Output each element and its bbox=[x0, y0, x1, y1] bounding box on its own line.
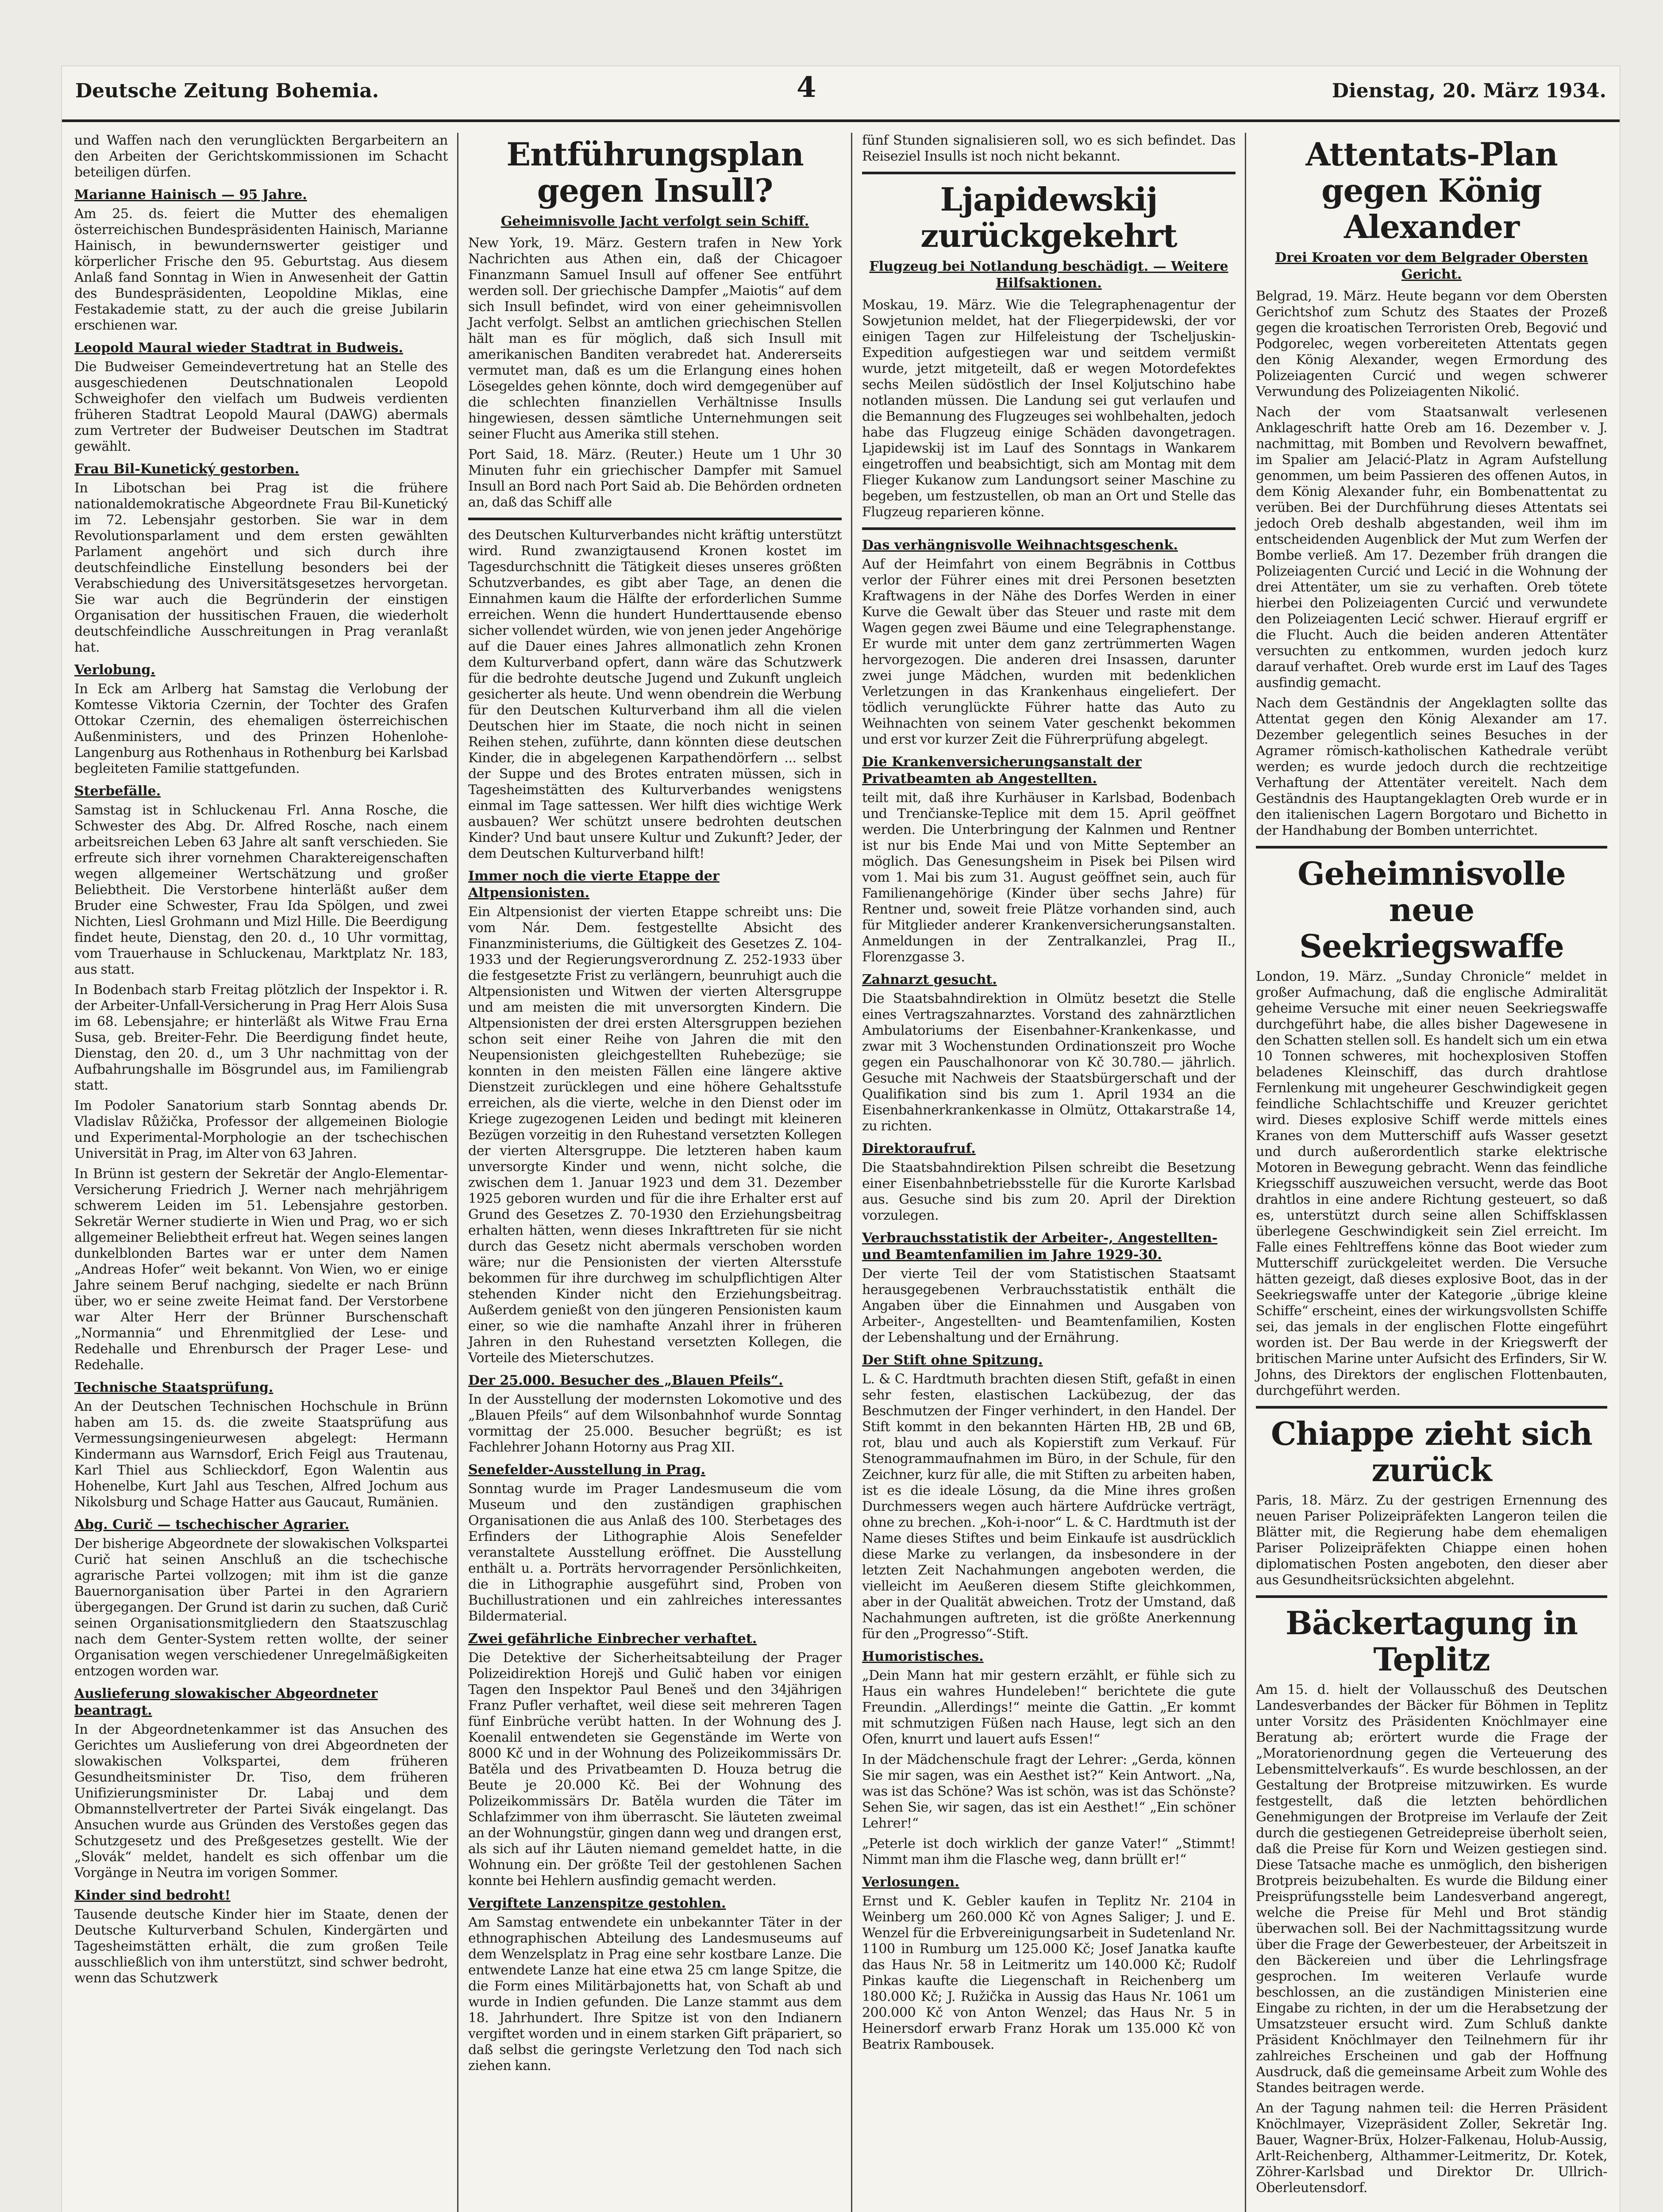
article-paragraph: London, 19. März. „Sunday Chronicle“ meldet in großer Aufmachung, daß die englische Admiralität geheime Versuche mit einer neuen Seekriegswaffe durchgeführt habe, die alles bisher Dagewesene in den Schatten stellen soll. Es handelt sich um ein etwa 10 Tonnen schweres, mit hochexplosiven Stoffen beladenes Kleinschiff, das durch drahtlose Fernlenkung mit ungeheurer Geschwindigkeit gegen feindliche Schlachtschiffe und Kreuzer gerichtet wird. Dieses explosive Schiff werde mittels eines Kranes von dem Mutterschiff aufs Wasser gesetzt und durch außerordentlich starke elektrische Motoren in Bewegung gebracht. Wenn das feindliche Kriegsschiff auszuweichen versucht, werde das Boot drahtlos in eine andere Richtung gesteuert, so daß es, unterstützt durch seine allen Schiffsklassen überlegene Geschwindigkeit sein Ziel erreicht. Im Falle eines Fehltreffens könne das Boot wieder zum Mutterschiff zurückgeleitet werden. Die Versuche hätten gezeigt, daß dieses explosive Boot, das in der Seekriegswaffe unter der Kategorie „übrige kleine Schiffe“ erscheint, eines der wirkungsvollsten Schiffe sei, das jemals in der englischen Flotte eingeführt worden ist. Der Bau werde in der Kriegswerft der britischen Marine unter Aufsicht des Erfinders, Sir W. Johns, des Direktors der englischen Flottenbauten, durchgeführt werden. bbox=[1256, 969, 1607, 1398]
article-paragraph: Die Staatsbahndirektion Pilsen schreibt die Besetzung einer Eisenbahnbetriebsstelle für die Kurorte Karlsbad aus. Gesuche sind bis zum 20. April der Direktion vorzulegen. bbox=[862, 1160, 1236, 1223]
article-headline: Attentats-Plan gegen König Alexander bbox=[1305, 135, 1558, 246]
article-subheading: Direktoraufruf. bbox=[862, 1141, 976, 1156]
issue-date: Dienstag, 20. März 1934. bbox=[1332, 80, 1606, 102]
article-paragraph: New York, 19. März. Gestern trafen in New York Nachrichten aus Athen ein, daß der Chicagoer Finanzmann Samuel Insull auf offener See entführt werden soll. Der griechische Dampfer „Maiotis“ auf dem sich Insull befindet, wird von einer geheimnisvollen Jacht verfolgt. Selbst an amtlichen griechischen Stellen hält man es für möglich, daß sich Insull mit amerikanischen Banditen verabredet hat. Andererseits vermutet man, daß es um die Erlangung eines hohen Lösegeldes gehen könnte, doch wird demgegenüber auf die schlechten finanziellen Verhältnisse Insulls hingewiesen, dessen sämtliche Unternehmungen seit seiner Flucht aus Amerika still stehen. bbox=[468, 235, 842, 442]
section-divider bbox=[1256, 1406, 1607, 1409]
article-subheading: Zwei gefährliche Einbrecher verhaftet. bbox=[468, 1631, 757, 1647]
column-3 bbox=[854, 133, 1243, 2212]
article-headline: Entführungsplan gegen Insull? bbox=[506, 135, 804, 209]
article-subheading: Auslieferung slowakischer Abgeordneter beantragt. bbox=[74, 1686, 378, 1718]
article-paragraph: In der Ausstellung der modernsten Lokomotive und des „Blauen Pfeils“ auf dem Wilsonbahnhof wurde Sonntag vormittag der 25.000. Besucher begrüßt; es ist Fachlehrer Johann Hotorny aus Prag XII. bbox=[468, 1392, 842, 1455]
article-paragraph: L. & C. Hardtmuth brachten diesen Stift, gefaßt in einen sehr festen, elastischen Lackübezug, der das Beschmutzen der Finger verhindert, in den Handel. Der Stift kommt in den bekannten Härten HB, 2B und 6B, rot, blau und auch als Kopierstift zum Verkauf. Für Stenogrammaufnahmen im Büro, in der Schule, für den Zeichner, kurz für alle, die mit Stiften zu arbeiten haben, ist es die ideale Lösung, da die Mine ihres großen Durchmessers wegen auch härtere Aufdrücke verträgt, ohne zu brechen. „Koh-i-noor“ L. & C. Hardtmuth ist der Name dieses Stiftes und beim Einkaufe ist ausdrücklich diese Marke zu verlangen, da insbesondere in der letzten Zeit Nachahmungen angeboten werden, die vielleicht im Aeußeren diesem Stifte gleichkommen, aber in der Qualität abweichen. Trotz der Umstand, daß Nachahmungen auftreten, ist die größte Anerkennung für den „Progresso“-Stift. bbox=[862, 1371, 1236, 1642]
column-4 bbox=[1248, 133, 1615, 2212]
article-subheading: Marianne Hainisch — 95 Jahre. bbox=[74, 187, 307, 203]
column-rule bbox=[457, 133, 458, 2212]
article-headline: Ljapidewskij zurückgekehrt bbox=[920, 180, 1177, 254]
article-paragraph: Ernst und K. Gebler kaufen in Teplitz Nr. 2104 in Weinberg um 260.000 Kč von Agnes Saliger; J. und E. Wenzel für die Erbvereinigungsarbeit in Sudetenland Nr. 1100 in Rumburg um 125.000 Kč; Josef Janatka kaufte das Haus Nr. 58 in Leitmeritz um 140.000 Kč; Rudolf Pinkas kaufte die Liegenschaft in Reichenberg um 180.000 Kč; J. Ružička in Aussig das Haus Nr. 1061 um 200.000 Kč von Anton Wenzel; das Haus Nr. 5 in Heinersdorf erwarb Franz Horak um 135.000 Kč von Beatrix Rambousek. bbox=[862, 1893, 1236, 2052]
article-subheading: Frau Bil-Kunetický gestorben. bbox=[74, 461, 300, 477]
article-subheading: Abg. Curič — tschechischer Agrarier. bbox=[74, 1517, 350, 1532]
article-paragraph: Tausende deutsche Kinder hier im Staate, denen der Deutsche Kulturverband Schulen, Kindergärten und Tagesheimstätten erhält, die zum großen Teile ausschließlich von ihm unterstützt, sind schwer bedroht, wenn das Schutzwerk bbox=[74, 1907, 448, 1986]
article-paragraph: In der Abgeordnetenkammer ist das Ansuchen des Gerichtes um Auslieferung von drei Abgeordneten der slowakischen Volkspartei, dem früheren Gesundheitsminister Dr. Tiso, dem früheren Unifizierungsminister Dr. Labaj und dem Obmannstellvertreter der Partei Sivák eingelangt. Das Ansuchen wurde aus Gründen des Verstoßes gegen das Schutzgesetz und des Preßgesetzes gestellt. Wie der „Slovák“ meldet, handelt es sich offenbar um die Vorgänge in Neutra im vorigen Sommer. bbox=[74, 1722, 448, 1881]
column-rule bbox=[851, 133, 852, 2212]
section-divider bbox=[862, 527, 1236, 530]
article-subheading: Das verhängnisvolle Weihnachtsgeschenk. bbox=[862, 538, 1178, 553]
article-paragraph: Im Podoler Sanatorium starb Sonntag abends Dr. Vladislav Růžička, Professor der allgemeinen Biologie und Experimental-Morphologie an der tschechischen Universität in Prag, im Alter von 63 Jahren. bbox=[74, 1098, 448, 1161]
article-paragraph: In der Mädchenschule fragt der Lehrer: „Gerda, können Sie mir sagen, was ein Aesthet ist?“ Kein Antwort. „Na, was ist das Schöne? Was ist schön, was ist das Schönste? Sehen Sie, wir sagen, das ist ein Aesthet!“ „Ein schöner Lehrer!“ bbox=[862, 1752, 1236, 1831]
article-deck: Drei Kroaten vor dem Belgrader Obersten Gericht. bbox=[1275, 250, 1588, 282]
article-subheading: Der 25.000. Besucher des „Blauen Pfeils“. bbox=[468, 1373, 783, 1388]
article-deck: Flugzeug bei Notlandung beschädigt. — Weitere Hilfsaktionen. bbox=[869, 259, 1228, 291]
article-subheading: Zahnarzt gesucht. bbox=[862, 972, 997, 987]
article-subheading: Die Krankenversicherungsanstalt der Privatbeamten ab Angestellten. bbox=[862, 754, 1142, 787]
article-paragraph: Samstag ist in Schluckenau Frl. Anna Rosche, die Schwester des Abg. Dr. Alfred Rosche, nach einem arbeitsreichen Leben 63 Jahre alt sanft verschieden. Sie erfreute sich ihrer vornehmen Charaktereigenschaften wegen allgemeiner Wertschätzung und großer Beliebtheit. Die Verstorbene hinterläßt außer dem Bruder eine Schwester, Frau Ida Spölgen, und zwei Nichten, Liesl Grohmann und Mizl Hille. Die Beerdigung findet heute, Dienstag, den 20. d., 10 Uhr vormittag, vom Trauerhause in Schluckenau, Marktplatz Nr. 183, aus statt. bbox=[74, 803, 448, 977]
article-deck: Geheimnisvolle Jacht verfolgt sein Schiff. bbox=[500, 214, 809, 229]
article-paragraph: An der Deutschen Technischen Hochschule in Brünn haben am 15. ds. die zweite Staatsprüfung aus Vermessungsingenieurwesen abgelegt: Hermann Kindermann aus Warnsdorf, Erich Feigl aus Trautenau, Karl Thiel aus Schlieckdorf, Egon Walentin aus Hohenelbe, Kurt Jahl aus Teschen, Alfred Jochum aus Nikolsburg und Schage Hatter aus Gaucaut, Rumänien. bbox=[74, 1399, 448, 1510]
article-paragraph: Sonntag wurde im Prager Landesmuseum die vom Museum und den zuständigen graphischen Organisationen die aus Anlaß des 100. Sterbetages des Erfinders der Lithographie Alois Senefelder veranstaltete Ausstellung eröffnet. Die Ausstellung enthält u. a. Porträts hervorragender Persönlichkeiten, die in Lithographie ausgeführt sind, Proben von Buchillustrationen und ein zahlreiches interessantes Bildermaterial. bbox=[468, 1481, 842, 1624]
page-number: 4 bbox=[797, 71, 816, 104]
article-headline: Geheimnisvolle neue Seekriegswaffe bbox=[1297, 855, 1566, 965]
article-subheading: Leopold Maural wieder Stadtrat in Budweis. bbox=[74, 340, 403, 356]
section-divider bbox=[1256, 1595, 1607, 1598]
article-subheading: Kinder sind bedroht! bbox=[74, 1888, 231, 1903]
article-paragraph: Am 25. ds. feiert die Mutter des ehemaligen österreichischen Bundespräsidenten Hainisch, Marianne Hainisch, in bewundernswerter geistiger und körperlicher Frische den 95. Geburtstag. Aus diesem Anlaß fand Sonntag in Wien in Anwesenheit der Gattin des Bundespräsidenten, Leopoldine Miklas, eine Festakademie statt, zu der auch die greise Jubilarin erschienen war. bbox=[74, 206, 448, 333]
article-subheading: Vergiftete Lanzenspitze gestohlen. bbox=[468, 1896, 726, 1911]
column-1 bbox=[66, 133, 456, 2212]
article-paragraph: Am 15. d. hielt der Vollausschuß des Deutschen Landesverbandes der Bäcker für Böhmen in Teplitz unter Vorsitz des Präsidenten Knöchlmayer eine Beratung ab; erörtert wurde die Frage der „Moratorienordnung gegen die Verteuerung des Lebensmittelverkaufs“. Es wurde beschlossen, an der Gestaltung der Brotpreise mitzuwirken. Es wurde festgestellt, daß die letzten behördlichen Genehmigungen der Brotpreise im Verlaufe der Zeit durch die gestiegenen Getreidepreise überholt seien, daß die Preise für Korn und Weizen gestiegen sind. Diese Tatsache mache es unmöglich, den bisherigen Brotpreis beizubehalten. Es wurde die Bildung einer Preisprüfungsstelle beim Landesverband angeregt, welche die Preise für Mehl und Brot ständig überwachen soll. Bei der Nachmittagssitzung wurde über die Frage der Gewerbesteuer, der Arbeitszeit in den Bäckereien und über die Lehrlingsfrage gesprochen. Im weiteren Verlaufe wurde beschlossen, an die zuständigen Ministerien eine Eingabe zu richten, in der um die Herabsetzung der Umsatzsteuer ersucht wird. Zum Schluß dankte Präsident Knöchlmayer den Teilnehmern für ihr zahlreiches Erscheinen und gab der Hoffnung Ausdruck, daß die gemeinsame Arbeit zum Wohle des Standes beitragen werde. bbox=[1256, 1682, 1607, 2096]
article-paragraph: und Waffen nach den verunglückten Bergarbeitern an den Arbeiten der Gerichtskommissionen im Schacht beteiligen dürfen. bbox=[74, 133, 448, 180]
article-paragraph: Am Samstag entwendete ein unbekannter Täter in der ethnographischen Abteilung des Landesmuseums auf dem Wenzelsplatz in Prag eine sehr kostbare Lanze. Die entwendete Lanze hat eine etwa 25 cm lange Spitze, die die Form eines Militärbajonetts hat, von Schaft ab und wurde in Indien gefunden. Die Lanze stammt aus dem 18. Jahrhundert. Ihre Spitze ist von den Indianern vergiftet worden und in einem starken Gift präpariert, so daß selbst die geringste Verletzung den Tod nach sich ziehen kann. bbox=[468, 1915, 842, 2074]
article-paragraph: Die Budweiser Gemeindevertretung hat an Stelle des ausgeschiedenen Deutschnationalen Leopold Schweighofer den vielfach um Budweis verdienten früheren Stadtrat Leopold Maural (DAWG) abermals zum Vertreter der Budweiser Deutschen im Stadtrat gewählt. bbox=[74, 359, 448, 454]
article-paragraph: In Eck am Arlberg hat Samstag die Verlobung der Komtesse Viktoria Czernin, der Tochter des Grafen Ottokar Czernin, des ehemaligen österreichischen Außenministers, und des Prinzen Hohenlohe-Langenburg aus Rothenhaus in Rothenburg bei Karlsbad begleiteten Familie stattgefunden. bbox=[74, 681, 448, 776]
section-divider bbox=[862, 172, 1236, 174]
page-header bbox=[62, 66, 1620, 122]
article-paragraph: Belgrad, 19. März. Heute begann vor dem Obersten Gerichtshof zum Schutz des Staates der Prozeß gegen die kroatischen Terroristen Oreb, Begović und Podgorelec, wegen vorbereiteten Attentats gegen den König Alexander, wegen Ermordung des Polizeiagenten Curcić und wegen schwerer Verwundung des Polizeiagenten Nikolić. bbox=[1256, 288, 1607, 399]
article-paragraph: Der vierte Teil der vom Statistischen Staatsamt herausgegebenen Verbrauchsstatistik enthält die Angaben über die Einnahmen und Ausgaben von Arbeiter-, Angestellten- und Beamtenfamilien, Kosten der Lebenshaltung und der Ernährung. bbox=[862, 1266, 1236, 1345]
article-paragraph: Ein Altpensionist der vierten Etappe schreibt uns: Die vom Nár. Dem. festgestellte Absicht des Finanzministeriums, die Gültigkeit des Gesetzes Z. 104-1933 und der Regierungsverordnung Z. 252-1933 über die festgesetzte Frist zu verlängern, beunruhigt auch die Altpensionisten und Witwen der vierten Altersgruppe und am meisten die mit unversorgten Kindern. Die Altpensionisten der drei ersten Altersgruppen beziehen schon seit einer Reihe von Jahren die mit den Neupensionisten gleichgestellten Ruhebezüge; sie konnten in den meisten Fällen eine längere aktive Dienstzeit zurücklegen und eine höhere Gehaltsstufe erreichen, als die vierte, welche in den Dienst oder im Kriege zugezogenen Leiden und bedingt mit kleineren Bezügen vorzeitig in den Ruhestand versetzten Kollegen der vierten Altersgruppe. Die letzteren haben kaum unversorgte Kinder und wenn, nicht solche, die zwischen dem 1. Januar 1923 und dem 31. Dezember 1925 geboren wurden und für die ihre Erhalter erst auf Grund des Gesetzes Z. 70-1930 den Erziehungsbeitrag erhalten hätten, wenn dieses Inkrafttreten für sie nicht durch das Gesetz nicht abermals verschoben worden wäre; nur die Pensionisten der vierten Altersstufe bekommen für ihre durchweg im schulpflichtigen Alter stehenden Kinder nicht den Erziehungsbeitrag. Außerdem genießt von den jüngeren Pensionisten kaum einer, so wie die namhafte Anzahl ihrer in früheren Jahren in den Ruhestand versetzten Kollegen, die Vorteile des Mieterschutzes. bbox=[468, 904, 842, 1366]
article-headline: Chiappe zieht sich zurück bbox=[1270, 1415, 1592, 1489]
article-subheading: Senefelder-Ausstellung in Prag. bbox=[468, 1462, 705, 1478]
article-subheading: Der Stift ohne Spitzung. bbox=[862, 1352, 1043, 1368]
article-subheading: Sterbefälle. bbox=[74, 783, 161, 799]
article-paragraph: Nach dem Geständnis der Angeklagten sollte das Attentat gegen den König Alexander am 17. Dezember gelegentlich seines Besuches in der Agramer römisch-katholischen Kathedrale verübt werden; es wurde jedoch durch die rechtzeitige Verhaftung der Attentäter vereitelt. Nach dem Geständnis des Hauptangeklagten Oreb wurde er in den italienischen Lagern Borgotaro und Bichetto in der Handhabung der Bomben unterrichtet. bbox=[1256, 695, 1607, 838]
article-paragraph: An der Tagung nahmen teil: die Herren Präsident Knöchlmayer, Vizepräsident Zoller, Sekretär Ing. Bauer, Wagner-Brüx, Holzer-Falkenau, Holub-Aussig, Arlt-Reichenberg, Althammer-Leitmeritz, Dr. Kotek, Zöhrer-Karlsbad und Direktor Dr. Ullrich-Oberleutensdorf. bbox=[1256, 2101, 1607, 2196]
article-headline: Bäckertagung in Teplitz bbox=[1285, 1604, 1578, 1678]
article-subheading: Verlosungen. bbox=[862, 1874, 959, 1890]
article-subheading: Verbrauchsstatistik der Arbeiter-, Angestellten- und Beamtenfamilien im Jahre 1929-30. bbox=[862, 1230, 1218, 1263]
article-paragraph: Paris, 18. März. Zu der gestrigen Ernennung des neuen Pariser Polizeipräfekten Langeron teilen die Blätter mit, die Regierung habe dem ehemaligen Pariser Polizeipräfekten Chiappe einen hohen diplomatischen Posten angeboten, den dieser aber aus Gesundheitsrücksichten abgelehnt. bbox=[1256, 1493, 1607, 1588]
article-paragraph: Port Said, 18. März. (Reuter.) Heute um 1 Uhr 30 Minuten fuhr ein griechischer Dampfer mit Samuel Insull an Bord nach Port Said ab. Die Behörden ordneten an, daß das Schiff alle bbox=[468, 447, 842, 510]
article-subheading: Verlobung. bbox=[74, 662, 155, 678]
newspaper-name: Deutsche Zeitung Bohemia. bbox=[75, 80, 379, 102]
article-paragraph: In Libotschan bei Prag ist die frühere nationaldemokratische Abgeordnete Frau Bil-Kunetický im 72. Lebensjahr gestorben. Sie war in dem Revolutionsparlament und dem ersten gewählten Parlament angehört und sich durch ihre deutschfeindliche Einstellung besonders bei der Verabschiedung des Universitätsgesetzes hervorgetan. Sie war auch die Begründerin der einstigen Organisation der hussitischen Frauen, die wiederholt deutschfeindliche Ausschreitungen in Prag veranlaßt hat. bbox=[74, 480, 448, 655]
article-subheading: Humoristisches. bbox=[862, 1649, 984, 1664]
section-divider bbox=[1256, 846, 1607, 849]
article-paragraph: Die Staatsbahndirektion in Olmütz besetzt die Stelle eines Vertragszahnarztes. Vorstand des zahnärztlichen Ambulatoriums der Eisenbahner-Krankenkasse, und zwar mit 3 Wochenstunden Ordinationszeit pro Woche gegen ein Pauschalhonorar von Kč 30.780.— jährlich. Gesuche mit Nachweis der Staatsbürgerschaft und der Qualifikation sind bis zum 1. April 1934 an die Eisenbahnerkrankenkasse in Olmütz, Ottakarstraße 14, zu richten. bbox=[862, 991, 1236, 1134]
article-paragraph: Auf der Heimfahrt von einem Begräbnis in Cottbus verlor der Führer eines mit drei Personen besetzten Kraftwagens in der Nähe des Dorfes Werden in einer Kurve die Gewalt über das Steuer und raste mit dem Wagen gegen zwei Bäume und eine Telegraphenstange. Er wurde mit unter dem ganz zertrümmerten Wagen hervorgezogen. Die anderen drei Insassen, darunter zwei junge Mädchen, wurden mit bedenklichen Verletzungen in das Krankenhaus eingeliefert. Der tödlich verunglückte Führer hatte das Auto zu Weihnachten von seinem Vater geschenkt bekommen und erst vor kurzer Zeit die Führerprüfung abgelegt. bbox=[862, 557, 1236, 747]
article-paragraph: In Brünn ist gestern der Sekretär der Anglo-Elementar-Versicherung Friedrich J. Werner nach mehrjährigem schwerem Leiden im 51. Lebensjahre gestorben. Sekretär Werner studierte in Wien und Prag, wo er sich allgemeiner Beliebtheit erfreut hat. Wegen seines langen dunkelblonden Bartes war er unter dem Namen „Andreas Hofer“ weit bekannt. Von Wien, wo er einige Jahre seinem Beruf nachging, siedelte er nach Brünn über, wo er seine zweite Heimat fand. Der Verstorbene war Alter Herr der Brünner Burschenschaft „Normannia“ und Ehrenmitglied der Lese- und Redehalle und Ehrenbursch der Prager Lese- und Redehalle. bbox=[74, 1166, 448, 1373]
column-2 bbox=[460, 133, 850, 2212]
article-subheading: Technische Staatsprüfung. bbox=[74, 1380, 273, 1395]
article-paragraph: Der bisherige Abgeordnete der slowakischen Volkspartei Curič hat seinen Anschluß an die tschechische agrarische Partei vollzogen; mit ihm ist die ganze Bauernorganisation über Partei in den Agrariern übergegangen. Der Grund ist darin zu suchen, daß Curič seinen Organisationsmitgliedern den Staatszuschlag nach dem Genter-System retten wollte, der seiner Organisation wegen verschiedener Unregelmäßigkeiten entzogen worden war. bbox=[74, 1536, 448, 1679]
article-paragraph: fünf Stunden signalisieren soll, wo es sich befindet. Das Reiseziel Insulls ist noch nicht bekannt. bbox=[862, 133, 1236, 164]
article-paragraph: des Deutschen Kulturverbandes nicht kräftig unterstützt wird. Rund zwanzigtausend Kronen kostet im Tagesdurchschnitt die Tätigkeit dieses unseres größten Schutzverbandes, es gibt aber Tage, an denen die Einnahmen kaum die Hälfte der erforderlichen Summe erreichen. Wenn die hundert Hunderttausende ebenso sicher vollendet würden, wie von jenen jeder Angehörige auf die Dauer eines Jahres allmonatlich zehn Kronen dem Kulturverband opfert, dann wäre das Schutzwerk für die bedrohte deutsche Jugend und Zukunft ungleich gesicherter als heute. Und wenn obendrein die Werbung für den Deutschen Kulturverband ihm all die vielen Deutschen hier im Staate, die noch nicht in seinen Reihen stehen, zuführte, dann könnten diese deutschen Kinder, die in abgelegenen Karpathendörfern ... selbst der Suppe und des Brotes entraten müssen, sich in Tagesheimstätten des Kulturverbandes wenigstens einmal im Tage sattessen. Wer hilft dies wichtige Werk ausbauen? Wer schützt unsere bedrohten deutschen Kinder? Und baut unsere Kultur und Zukunft? Jeder, der dem Deutschen Kulturverband hilft! bbox=[468, 527, 842, 861]
article-paragraph: teilt mit, daß ihre Kurhäuser in Karlsbad, Bodenbach und Trenčianske-Teplice mit dem 15. April geöffnet werden. Die Unterbringung der Kalnmen und Rentner ist nur bis Ende Mai und von Mitte September an möglich. Das Genesungsheim in Pisek bei Pilsen wird vom 1. Mai bis zum 31. August geöffnet sein, auch für Familienangehörige (Kinder über sechs Jahre) für Rentner und, soweit freie Plätze vorhanden sind, auch für Mitglieder anderer Krankenversicherungsanstalten. Anmeldungen in der Zentralkanzlei, Prag II., Florenzgasse 3. bbox=[862, 790, 1236, 965]
article-paragraph: „Peterle ist doch wirklich der ganze Vater!“ „Stimmt! Nimmt man ihm die Flasche weg, dann brüllt er!“ bbox=[862, 1836, 1236, 1867]
article-paragraph: Nach der vom Staatsanwalt verlesenen Anklageschrift hatte Oreb am 16. Dezember v. J. nachmittag, mit Bomben und Revolvern bewaffnet, im Spalier am Jelacić-Platz in Agram Aufstellung genommen, um beim Passieren des offenen Autos, in dem König Alexander fuhr, ein Bombenattentat zu verüben. Bei der Durchführung dieses Attentats sei jedoch Oreb deshalb abgestanden, weil ihm im entscheidenden Augenblick der Mut zum Werfen der Bombe verließ. Am 17. Dezember früh drangen die Polizeiagenten Curcić und Lecić in die Wohnung der drei Attentäter, um sie zu verhaften. Oreb tötete hierbei den Polizeiagenten Curcić und verwundete den Polizeiagenten Lecić schwer. Hierauf ergriff er die Flucht. Auch die beiden anderen Attentäter versuchten zu entkommen, wurden jedoch kurz darauf verhaftet. Oreb wurde erst im Lauf des Tages ausfindig gemacht. bbox=[1256, 404, 1607, 691]
article-paragraph: Moskau, 19. März. Wie die Telegraphenagentur der Sowjetunion meldet, hat der Fliegerpidewski, der vor einigen Tagen zur Hilfeleistung der Tscheljuskin-Expedition aufgestiegen war und seitdem vermißt wurde, jetzt mitgeteilt, daß er wegen Motordefektes sechs Meilen südöstlich der Insel Koljutschino habe notlanden müssen. Die Landung sei gut verlaufen und die Bemannung des Flugzeuges sei wohlbehalten, jedoch habe das Flugzeug einige Schäden davongetragen. Ljapidewskij ist im Lauf des Sonntags in Wankarem eingetroffen und beabsichtigt, sich am Montag mit dem Flieger Kukanow zum Landungsort seiner Maschine zu begeben, um festzustellen, ob man an Ort und Stelle das Flugzeug reparieren könne. bbox=[862, 297, 1236, 520]
column-rule bbox=[1245, 133, 1246, 2212]
section-divider bbox=[468, 518, 842, 520]
newspaper-page bbox=[62, 66, 1620, 2212]
article-subheading: Immer noch die vierte Etappe der Altpensionisten. bbox=[468, 868, 720, 901]
article-paragraph: In Bodenbach starb Freitag plötzlich der Inspektor i. R. der Arbeiter-Unfall-Versicherung in Prag Herr Alois Susa im 68. Lebensjahre; er hinterläßt als Witwe Frau Erna Susa, geb. Breiter-Fehr. Die Beerdigung findet heute, Dienstag, den 20. d., um 3 Uhr nachmittag von der Aufbahrungshalle im Bösgrundel aus, im Familiengrab statt. bbox=[74, 982, 448, 1093]
article-paragraph: „Dein Mann hat mir gestern erzählt, er fühle sich zu Haus ein wahres Hundeleben!“ berichtete die gute Freundin. „Allerdings!“ meinte die Gattin. „Er kommt mit schmutzigen Füßen nach Hause, legt sich an den Ofen, knurrt und lauert aufs Essen!“ bbox=[862, 1668, 1236, 1747]
article-paragraph: Die Detektive der Sicherheitsabteilung der Prager Polizeidirektion Horejš und Gulič haben vor einigen Tagen den Inspektor Paul Beneš und den 34jährigen Franz Pufler verhaftet, weil diese seit mehreren Tagen fünf Einbrüche verübt hatten. In der Wohnung des J. Koenalil entwendeten sie Gegenstände im Werte von 8000 Kč und in der Wohnung des Polizeikommissärs Dr. Batěla und des Privatbeamten D. Houza betrug die Beute je 20.000 Kč. Bei der Wohnung des Polizeikommissärs Dr. Batěla wurden die Täter im Schlafzimmer von ihm überrascht. Sie läuteten zweimal an der Wohnungstür, gingen dann weg und drangen erst, als sich auf ihr Läuten niemand gemeldet hatte, in die Wohnung ein. Der größte Teil der gestohlenen Sachen konnte bei Hehlern ausfindig gemacht werden. bbox=[468, 1650, 842, 1889]
